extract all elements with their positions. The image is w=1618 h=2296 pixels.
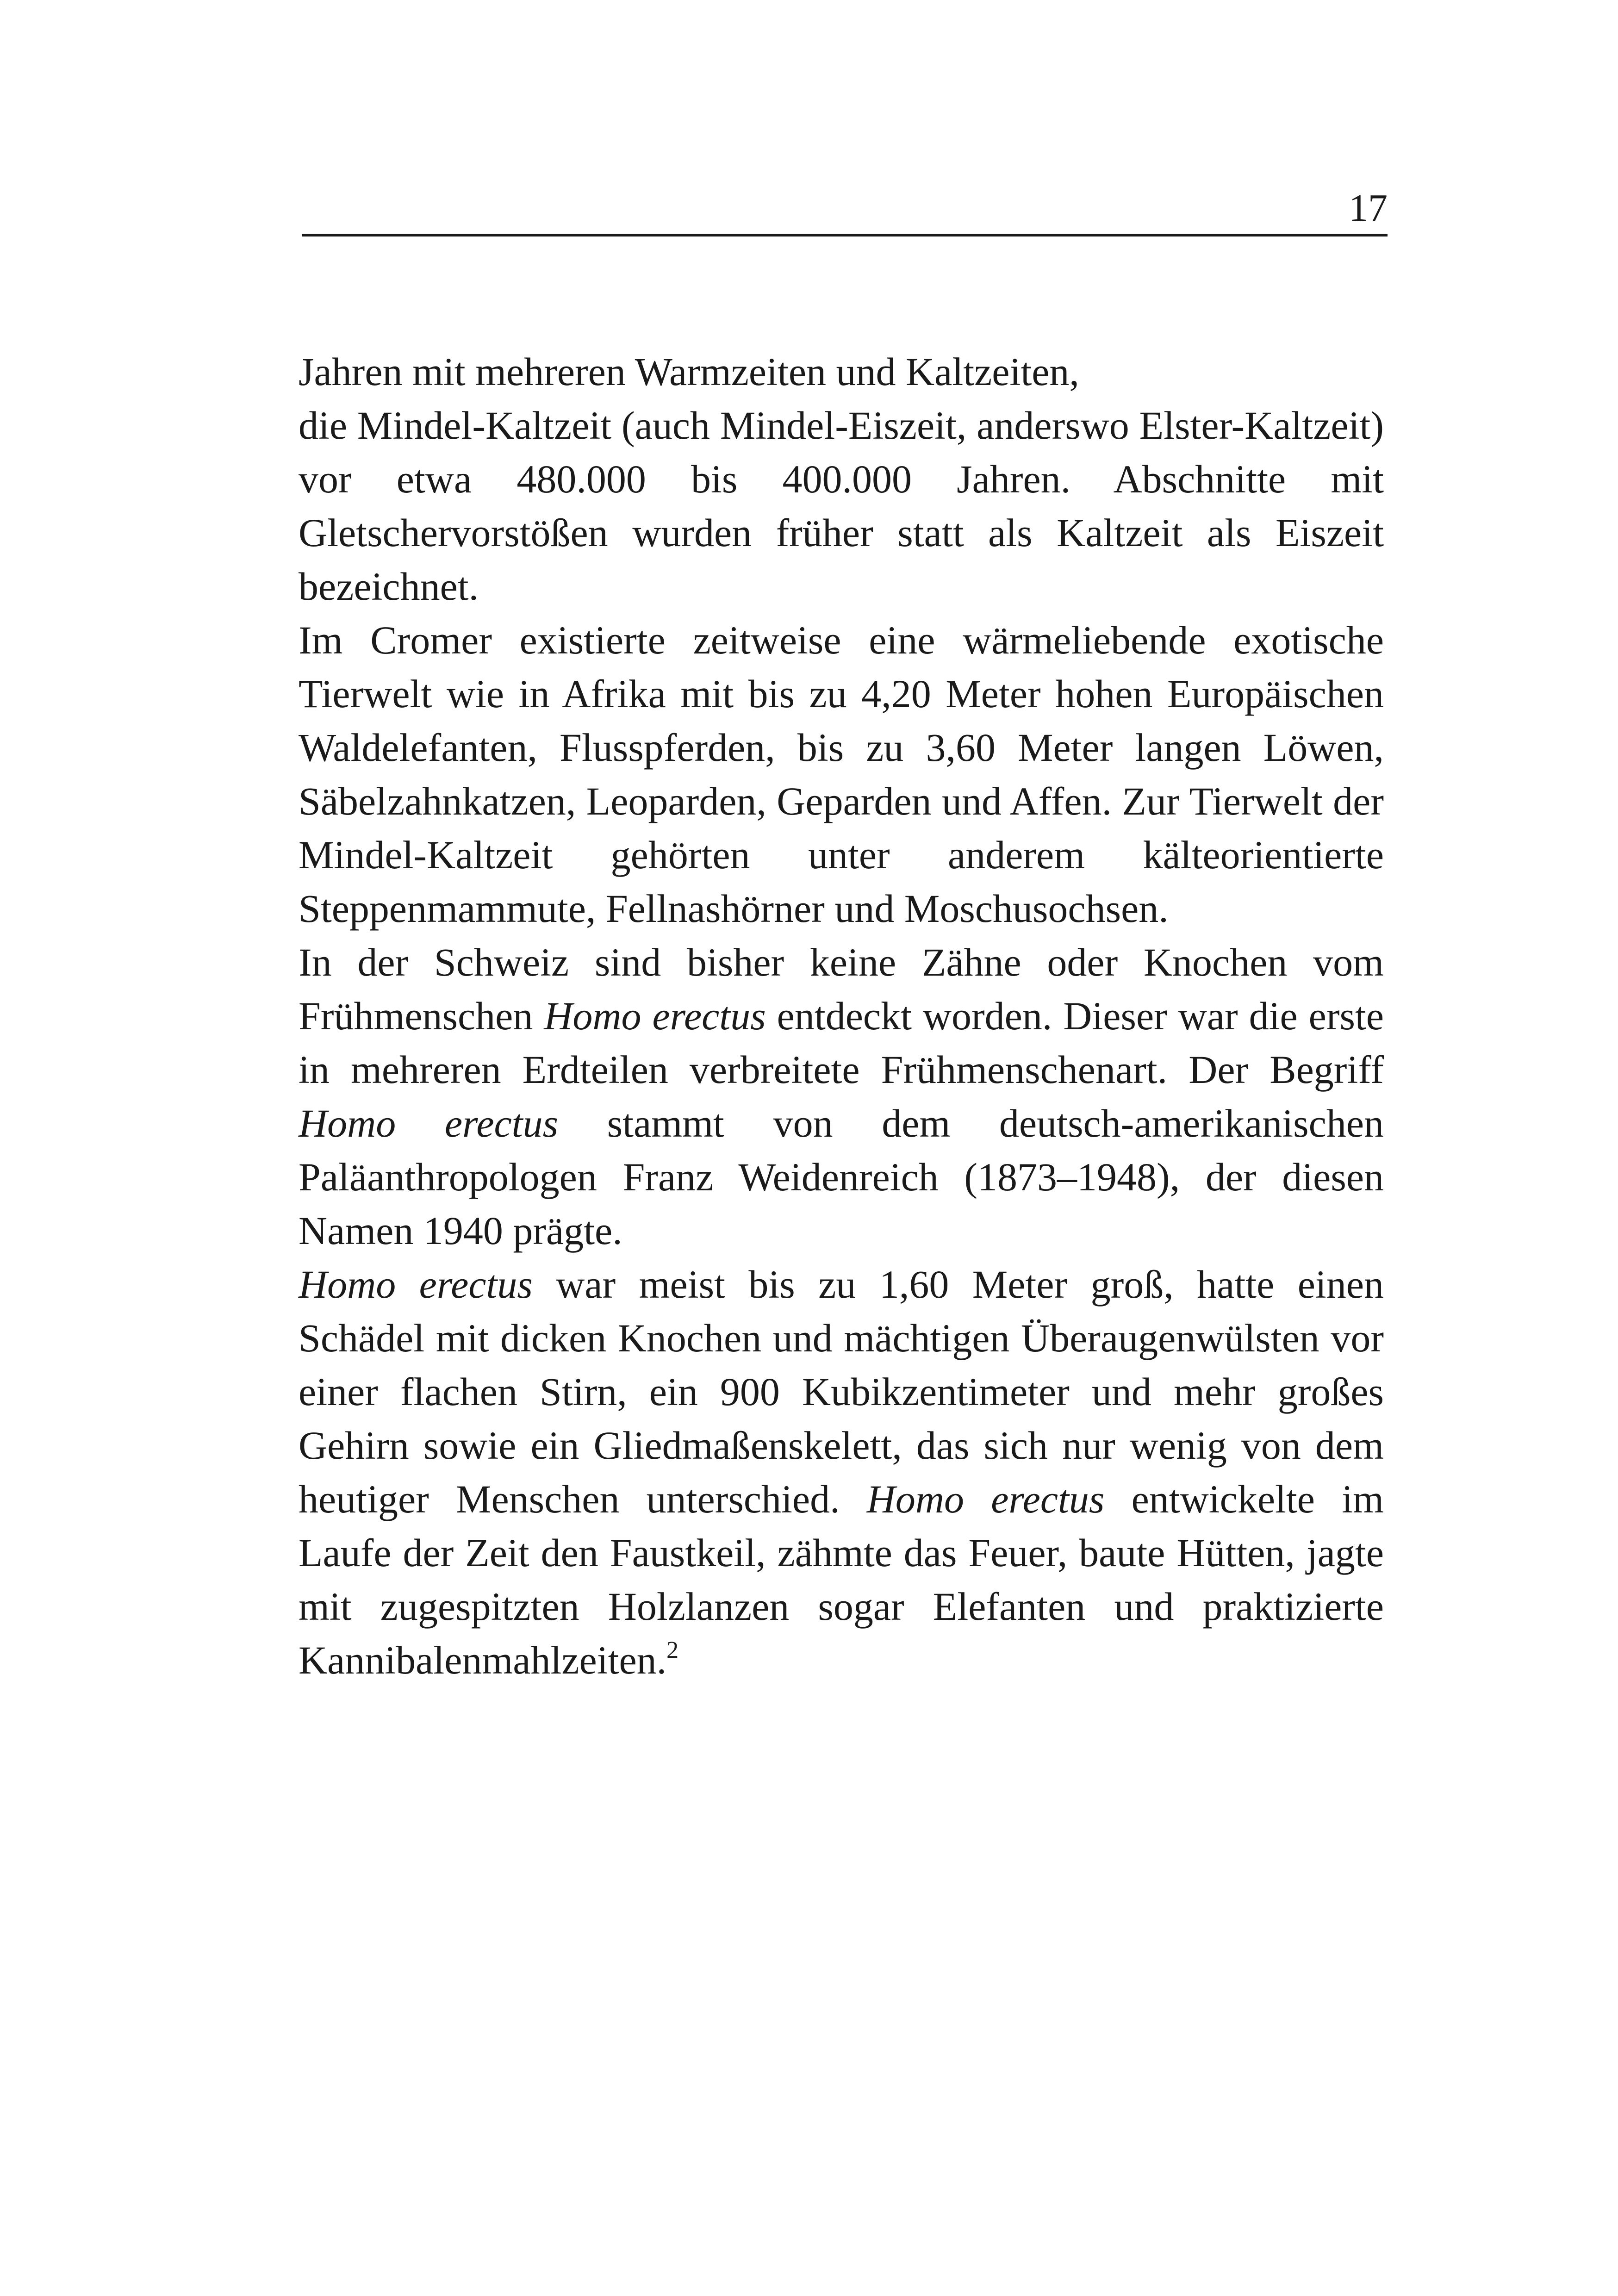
text-segment: Jahren mit mehreren Warmzeiten und Kaltzeiten,: [299, 349, 1079, 394]
species-name-italic: Homo erectus: [299, 1101, 559, 1145]
paragraph: [299, 398, 1384, 613]
paragraph: [299, 935, 1384, 1257]
text-segment: die Mindel-Kaltzeit (auch Mindel-Eiszeit, anderswo Elster-Kaltzeit) vor etwa 480.000 bis 400.000 Jahren. Abschnitte mit Gletschervorstößen wurden früher statt als Kaltzeit als Eiszeit bezeichnet.: [299, 403, 1384, 609]
paragraph: [299, 1257, 1384, 1687]
text-segment: Im Cromer existierte zeitweise eine wärmeliebende exotische Tierwelt wie in Afrika mit bis zu 4,20 Meter hohen Europäischen Waldelefanten, Flusspferden, bis zu 3,60 Meter langen Löwen, Säbelzahnkatzen, Leoparden, Geparden und Affen. Zur Tierwelt der Mindel-Kaltzeit gehörten unter anderem kälteorientierte Steppenmammute, Fellnashörner und Moschusochsen.: [299, 618, 1384, 931]
footnote-marker[interactable]: 2: [666, 1637, 679, 1663]
text-segment: stammt von dem deutsch-amerikanischen Paläanthropologen Franz Weidenreich (1873–1948), der diesen Namen 1940 prägte.: [299, 1101, 1384, 1253]
species-name-italic: Homo erectus: [299, 1262, 533, 1307]
body-text: [299, 345, 1384, 1687]
species-name-italic: Homo erectus: [866, 1477, 1105, 1521]
text-segment: war meist bis zu 1,60 Meter groß, hatte einen Schädel mit dicken Knochen und mächtigen Überaugenwülsten vor einer flachen Stirn, ein 900 Kubikzentimeter und mehr großes Gehirn sowie ein Gliedmaßenskelett, das sich nur wenig von dem heutiger Menschen unterschied.: [299, 1262, 1384, 1521]
text-segment: In der Schweiz sind bisher keine Zähne oder Knochen vom Frühmenschen: [299, 940, 1384, 1038]
paragraph: [299, 345, 1384, 398]
text-segment: entdeckt worden. Dieser war die erste in mehreren Erdteilen verbreitete Frühmenschenart. Der Begriff: [299, 994, 1384, 1092]
header-rule: [302, 234, 1388, 236]
paragraph: [299, 613, 1384, 935]
page-number: 17: [1349, 187, 1388, 230]
species-name-italic: Homo erectus: [544, 994, 766, 1038]
text-segment: entwickelte im Laufe der Zeit den Faustkeil, zähmte das Feuer, baute Hütten, jagte mit zugespitzten Holzlanzen sogar Elefanten und praktizierte Kannibalenmahlzeiten.: [299, 1477, 1384, 1682]
